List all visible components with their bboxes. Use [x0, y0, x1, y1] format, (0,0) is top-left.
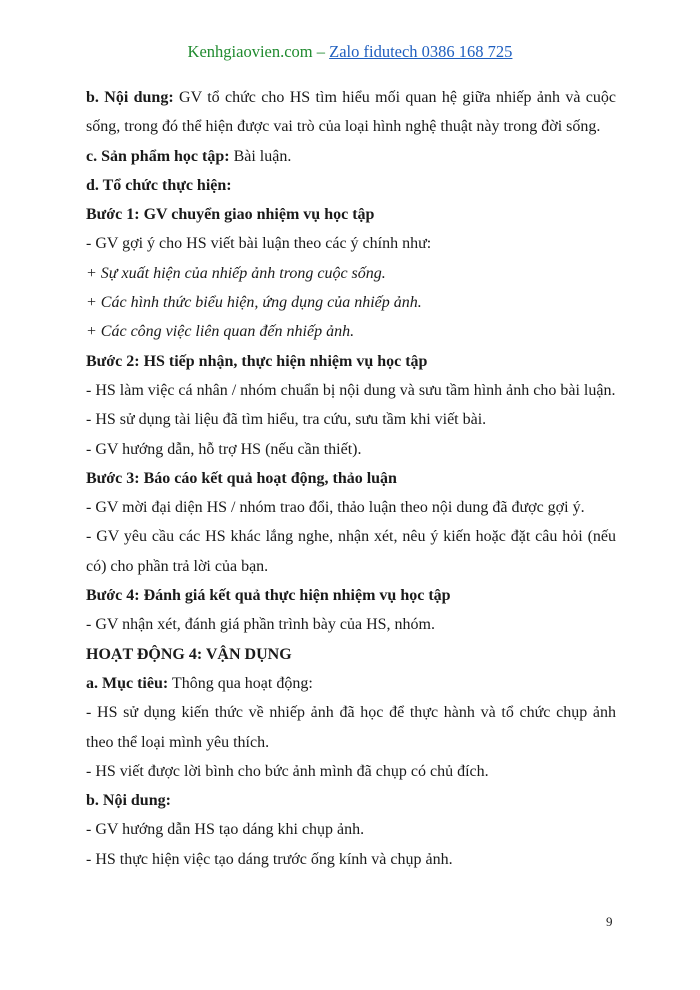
paragraph-noi-dung: [86, 83, 616, 142]
hd4-line-1: - HS sử dụng kiến thức về nhiếp ảnh đã học để thực hành và tổ chức chụp ảnh theo thể loại mình yêu thích.: [86, 704, 616, 751]
b2-line-3: - GV hướng dẫn, hỗ trợ HS (nếu cần thiết).: [86, 440, 362, 458]
header-contact-link[interactable]: Zalo fidutech 0386 168 725: [329, 42, 513, 61]
heading-buoc-2: Bước 2: HS tiếp nhận, thực hiện nhiệm vụ học tập: [86, 352, 428, 370]
page-header: [0, 42, 700, 62]
hd4-line-2: - HS viết được lời bình cho bức ảnh mình đã chụp có chủ đích.: [86, 762, 489, 780]
label-san-pham: c. Sản phẩm học tập:: [86, 147, 230, 165]
header-site[interactable]: Kenhgiaovien.com: [187, 42, 313, 61]
b4-line-1: - GV nhận xét, đánh giá phần trình bày của HS, nhóm.: [86, 616, 435, 634]
b3-line-1: - GV mời đại diện HS / nhóm trao đổi, thảo luận theo nội dung đã được gợi ý.: [86, 499, 585, 517]
header-separator: –: [312, 42, 330, 61]
heading-buoc-3: Bước 3: Báo cáo kết quả hoạt động, thảo luận: [86, 469, 397, 487]
nd2-line-2: - HS thực hiện việc tạo dáng trước ống kính và chụp ảnh.: [86, 850, 453, 868]
text-noi-dung: GV tổ chức cho HS tìm hiểu mối quan hệ giữa nhiếp ảnh và cuộc sống, trong đó thể hiện được vai trò của loại hình nghệ thuật này trong đời sống.: [86, 89, 617, 136]
heading-buoc-4: Bước 4: Đánh giá kết quả thực hiện nhiệm vụ học tập: [86, 587, 451, 605]
label-noi-dung: b. Nội dung:: [86, 89, 174, 106]
heading-buoc-1: Bước 1: GV chuyển giao nhiệm vụ học tập: [86, 206, 375, 224]
heading-noi-dung-2: b. Nội dung:: [86, 792, 171, 810]
b3-line-2: - GV yêu cầu các HS khác lắng nghe, nhận xét, nêu ý kiến hoặc đặt câu hỏi (nếu có) cho phần trả lời của bạn.: [86, 528, 616, 575]
text-muc-tieu: Thông qua hoạt động:: [168, 674, 313, 692]
heading-to-chuc: d. Tổ chức thực hiện:: [86, 176, 232, 194]
b2-line-1: - HS làm việc cá nhân / nhóm chuẩn bị nội dung và sưu tầm hình ảnh cho bài luận.: [86, 381, 616, 399]
paragraph-san-pham: [86, 142, 616, 171]
b1-line-1: - GV gợi ý cho HS viết bài luận theo các ý chính như:: [86, 235, 432, 253]
page-number: 9: [606, 914, 613, 929]
b1-line-3: + Các hình thức biểu hiện, ứng dụng của nhiếp ảnh.: [86, 294, 422, 312]
b2-line-2: - HS sử dụng tài liệu đã tìm hiểu, tra cứu, sưu tầm khi viết bài.: [86, 411, 487, 429]
text-san-pham: Bài luận.: [229, 147, 292, 165]
b1-line-4: + Các công việc liên quan đến nhiếp ảnh.: [86, 323, 355, 341]
b1-line-2: + Sự xuất hiện của nhiếp ảnh trong cuộc sống.: [86, 264, 386, 282]
paragraph-muc-tieu: [86, 669, 616, 698]
nd2-line-1: - GV hướng dẫn HS tạo dáng khi chụp ảnh.: [86, 821, 365, 839]
document-body: [86, 83, 616, 874]
label-muc-tieu: a. Mục tiêu:: [86, 674, 169, 692]
heading-hoat-dong-4: HOẠT ĐỘNG 4: VẬN DỤNG: [86, 645, 292, 663]
